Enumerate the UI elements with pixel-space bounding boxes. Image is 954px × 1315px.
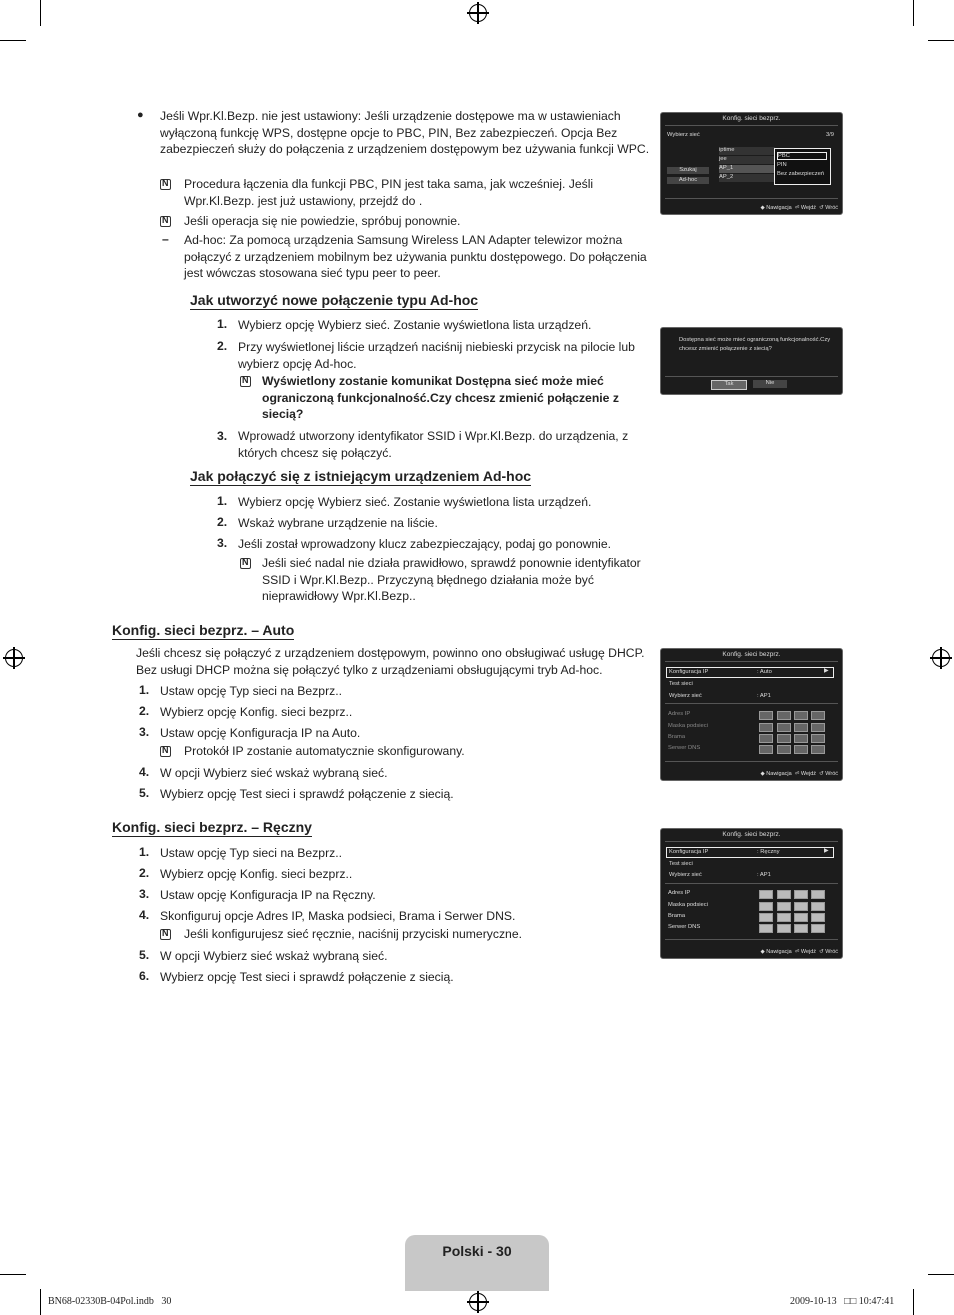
step-text: Wybierz opcję Wybierz sieć. Zostanie wyświetlona lista urządzeń. xyxy=(238,495,592,509)
row-label[interactable]: Konfiguracja IP xyxy=(669,849,709,855)
ip-field[interactable] xyxy=(794,924,808,933)
step-number: 5. xyxy=(139,786,150,800)
ip-field[interactable] xyxy=(759,924,773,933)
row-label[interactable]: Wybierz sieć xyxy=(669,693,702,699)
note-icon xyxy=(160,179,171,190)
intro-paragraph: Jeśli chcesz się połączyć z urządzeniem dostępowym, powinno ono obsługiwać usługę DHCP. Bez usługi DHCP można się połączyć tylko z urządzeniami obsługującymi tryb Ad-hoc. xyxy=(136,646,645,677)
note-icon xyxy=(160,216,171,227)
row-value: : AP1 xyxy=(757,872,771,878)
osd-confirm-dialog xyxy=(660,327,843,395)
crop-mark xyxy=(913,0,914,26)
ip-row-label: Brama xyxy=(668,913,686,919)
osd-footer: ◆ Nawigacja ⏎ Wejdź ↺ Wróć xyxy=(760,771,838,777)
no-button[interactable]: Nie xyxy=(753,380,787,388)
ip-row-label: Maska podsieci xyxy=(668,902,708,908)
step-text: Wybierz opcję Test sieci i sprawdź połączenie z siecią. xyxy=(160,787,454,801)
crop-mark xyxy=(0,40,26,41)
ip-row-label: Maska podsieci xyxy=(668,723,708,729)
step-number: 2. xyxy=(217,515,228,529)
osd-footer: ◆ Nawigacja ⏎ Wejdź ↺ Wróć xyxy=(760,205,838,211)
ip-field[interactable] xyxy=(759,902,773,911)
osd-title: Konfig. sieci bezprz. xyxy=(722,651,781,658)
enter-label: Wejdź xyxy=(800,771,817,777)
adhoc-paragraph: Ad-hoc: Za pomocą urządzenia Samsung Wireless LAN Adapter telewizor można połączyć z urządzeniem mobilnym bez używania punktu dostępowego. Do połączenia jest wówczas stosowana sieć typu peer to peer. xyxy=(184,233,647,281)
step-number: 6. xyxy=(139,969,150,983)
step-number: 3. xyxy=(139,887,150,901)
step-number: 2. xyxy=(139,866,150,880)
ip-field xyxy=(811,745,825,754)
ip-row-label: Serwer DNS xyxy=(668,745,701,751)
step-number: 2. xyxy=(139,704,150,718)
search-button[interactable]: Szukaj xyxy=(667,167,709,174)
ip-field xyxy=(811,734,825,743)
row-label[interactable]: Test sieci xyxy=(669,681,693,687)
step-text: Przy wyświetlonej liście urządzeń naciśnij niebieski przycisk na pilocie lub wybierz opcję Ad-hoc. xyxy=(238,340,635,371)
step-text: W opcji Wybierz sieć wskaż wybraną sieć. xyxy=(160,949,388,963)
note-icon xyxy=(160,929,171,940)
step-text: Wybierz opcję Konfig. sieci bezprz.. xyxy=(160,705,353,719)
ip-field[interactable] xyxy=(811,913,825,922)
section-heading: Konfig. sieci bezprz. – Auto xyxy=(112,622,295,638)
crop-mark xyxy=(928,1274,954,1275)
divider xyxy=(665,125,838,126)
step-text: Jeśli został wprowadzony klucz zabezpieczający, podaj go ponownie. xyxy=(238,537,612,551)
crop-mark xyxy=(0,1274,26,1275)
step-text: Ustaw opcję Typ sieci na Bezprz.. xyxy=(160,684,342,698)
nav-label: Nawigacja xyxy=(766,205,792,211)
ip-field[interactable] xyxy=(759,913,773,922)
step-text: Ustaw opcję Typ sieci na Bezprz.. xyxy=(160,846,342,860)
back-label: Wróć xyxy=(825,949,838,955)
ip-field[interactable] xyxy=(777,890,791,899)
arrow-right-icon: ▶ xyxy=(824,848,829,854)
crop-mark xyxy=(40,1289,41,1315)
ip-field xyxy=(811,711,825,720)
ip-field[interactable] xyxy=(777,913,791,922)
step-number: 4. xyxy=(139,908,150,922)
divider xyxy=(665,883,838,884)
ip-field[interactable] xyxy=(811,902,825,911)
step-number: 5. xyxy=(139,948,150,962)
file-name: BN68-02330B-04Pol.indb 30 xyxy=(48,1296,172,1307)
print-date: 2009-10-13 □□ 10:47:41 xyxy=(790,1296,895,1307)
note-icon xyxy=(160,746,171,757)
list-item[interactable]: iptime xyxy=(719,147,775,155)
list-item[interactable]: AP_1 xyxy=(719,165,775,173)
ip-field xyxy=(794,745,808,754)
note-text: Jeśli operacja się nie powiedzie, spróbuj ponownie. xyxy=(184,214,461,228)
osd-config-manual xyxy=(660,828,843,959)
nav-label: Nawigacja xyxy=(766,771,792,777)
ip-field xyxy=(811,723,825,732)
ip-field xyxy=(777,745,791,754)
ip-field xyxy=(794,723,808,732)
yes-button[interactable]: Tak xyxy=(711,380,747,390)
ip-field[interactable] xyxy=(777,902,791,911)
step-number: 3. xyxy=(139,725,150,739)
note-text: Protokół IP zostanie automatycznie skonfigurowany. xyxy=(184,744,465,758)
ip-field[interactable] xyxy=(811,924,825,933)
step-text: Wprowadź utworzony identyfikator SSID i Wpr.Kl.Bezp. do urządzenia, z których chcesz się połączyć. xyxy=(238,429,629,460)
step-number: 1. xyxy=(139,683,150,697)
page-number-tab xyxy=(405,1235,549,1291)
ip-field xyxy=(777,723,791,732)
row-label[interactable]: Konfiguracja IP xyxy=(669,669,709,675)
list-item[interactable]: AP_2 xyxy=(719,174,775,182)
back-label: Wróć xyxy=(825,205,838,211)
ip-field[interactable] xyxy=(794,913,808,922)
section-heading: Jak połączyć się z istniejącym urządzeniem Ad-hoc xyxy=(190,468,532,484)
ip-row-label: Adres IP xyxy=(668,890,691,896)
row-value: : AP1 xyxy=(757,693,771,699)
ip-field xyxy=(794,711,808,720)
option-pbc[interactable]: PBC xyxy=(777,152,827,160)
step-text: Wybierz opcję Wybierz sieć. Zostanie wyświetlona lista urządzeń. xyxy=(238,318,592,332)
note-text: Wyświetlony zostanie komunikat Dostępna sieć może mieć ograniczoną funkcjonalność.Czy chcesz zmienić połączenie z siecią? xyxy=(262,374,619,422)
ip-field xyxy=(794,734,808,743)
step-number: 4. xyxy=(139,765,150,779)
registration-mark-icon xyxy=(5,649,23,667)
divider xyxy=(665,703,838,704)
registration-mark-icon xyxy=(932,649,950,667)
note-text: Procedura łączenia dla funkcji PBC, PIN jest taka sama, jak wcześniej. Jeśli Wpr.Kl.Bezp. jest już ustawiony, przejdź do . xyxy=(184,177,594,208)
step-text: Wybierz opcję Konfig. sieci bezprz.. xyxy=(160,867,353,881)
crop-mark xyxy=(913,1289,914,1315)
ip-field xyxy=(759,745,773,754)
crop-mark xyxy=(928,40,954,41)
ip-row-label: Brama xyxy=(668,734,686,740)
bullet-icon: ● xyxy=(137,109,144,121)
divider xyxy=(665,661,838,662)
step-number: 1. xyxy=(217,317,228,331)
ip-row-label: Adres IP xyxy=(668,711,691,717)
ip-field[interactable] xyxy=(777,924,791,933)
row-value: : Ręczny xyxy=(757,849,780,855)
enter-label: Wejdź xyxy=(800,949,817,955)
note-text: Jeśli sieć nadal nie działa prawidłowo, sprawdź ponownie identyfikator SSID i Wpr.Kl.Bezp.. Przyczyną błędnego działania może być nieprawidłowy Wpr.Kl.Bezp.. xyxy=(262,556,641,604)
ip-field[interactable] xyxy=(794,902,808,911)
dash-marker: – xyxy=(162,232,169,246)
step-text: Ustaw opcję Konfiguracja IP na Auto. xyxy=(160,726,361,740)
bullet-paragraph: Jeśli Wpr.Kl.Bezp. nie jest ustawiony: Jeśli urządzenie dostępowe ma w ustawieniach wyłączoną funkcję WPS, dostępne opcje to PBC, PIN, Bez zabezpieczeń. Opcja Bez zabezpieczeń służy do połączenia z urządzeniem dostępowym bez używania funkcji WPC. xyxy=(160,109,650,157)
ip-row-label: Serwer DNS xyxy=(668,924,701,930)
row-label[interactable]: Wybierz sieć xyxy=(669,872,702,878)
section-heading: Konfig. sieci bezprz. – Ręczny xyxy=(112,819,312,835)
ip-field[interactable] xyxy=(811,890,825,899)
step-text: Wskaż wybrane urządzenie na liście. xyxy=(238,516,438,530)
security-options-popup xyxy=(774,148,831,185)
enter-label: Wejdź xyxy=(800,205,817,211)
divider xyxy=(665,761,838,762)
list-item[interactable]: jee xyxy=(719,156,775,164)
nav-label: Nawigacja xyxy=(766,949,792,955)
option-no-security[interactable]: Bez zabezpieczeń xyxy=(777,171,825,177)
option-pin[interactable]: PIN xyxy=(777,162,787,168)
divider xyxy=(665,841,838,842)
note-icon xyxy=(240,558,251,569)
osd-title: Konfig. sieci bezprz. xyxy=(722,115,781,122)
step-number: 2. xyxy=(217,339,228,353)
back-label: Wróć xyxy=(825,771,838,777)
ip-field xyxy=(777,711,791,720)
registration-mark-icon xyxy=(469,4,487,22)
divider xyxy=(665,939,838,940)
ip-field xyxy=(777,734,791,743)
crop-mark xyxy=(40,0,41,26)
ip-field[interactable] xyxy=(759,890,773,899)
registration-mark-icon xyxy=(469,1293,487,1311)
osd-label: Wybierz sieć xyxy=(667,132,700,138)
row-label[interactable]: Test sieci xyxy=(669,861,693,867)
row-value: : Auto xyxy=(757,669,772,675)
ip-field xyxy=(759,723,773,732)
note-text: Jeśli konfigurujesz sieć ręcznie, naciśnij przyciski numeryczne. xyxy=(184,927,522,941)
step-text: Ustaw opcję Konfiguracja IP na Ręczny. xyxy=(160,888,376,902)
step-text: W opcji Wybierz sieć wskaż wybraną sieć. xyxy=(160,766,388,780)
step-number: 3. xyxy=(217,429,228,443)
page-number: Polski - 30 xyxy=(442,1243,512,1259)
ip-field xyxy=(759,711,773,720)
osd-network-select xyxy=(660,112,843,215)
osd-config-auto xyxy=(660,648,843,781)
divider xyxy=(665,198,838,199)
osd-title: Konfig. sieci bezprz. xyxy=(722,831,781,838)
ip-field xyxy=(759,734,773,743)
step-number: 1. xyxy=(217,494,228,508)
adhoc-button[interactable]: Ad-hoc xyxy=(667,177,709,184)
step-text: Wybierz opcję Test sieci i sprawdź połączenie z siecią. xyxy=(160,970,454,984)
divider xyxy=(665,376,838,377)
arrow-right-icon: ▶ xyxy=(824,668,829,674)
osd-footer: ◆ Nawigacja ⏎ Wejdź ↺ Wróć xyxy=(760,949,838,955)
osd-page-count: 3/9 xyxy=(825,132,834,138)
ip-field[interactable] xyxy=(794,890,808,899)
step-number: 3. xyxy=(217,536,228,550)
section-heading: Jak utworzyć nowe połączenie typu Ad-hoc xyxy=(190,292,479,308)
step-text: Skonfiguruj opcje Adres IP, Maska podsieci, Brama i Serwer DNS. xyxy=(160,909,516,923)
step-number: 1. xyxy=(139,845,150,859)
note-icon xyxy=(240,376,251,387)
dialog-message: Dostępna sieć może mieć ograniczoną funkcjonalność.Czy chcesz zmienić połączenie z siecią? xyxy=(679,337,831,352)
